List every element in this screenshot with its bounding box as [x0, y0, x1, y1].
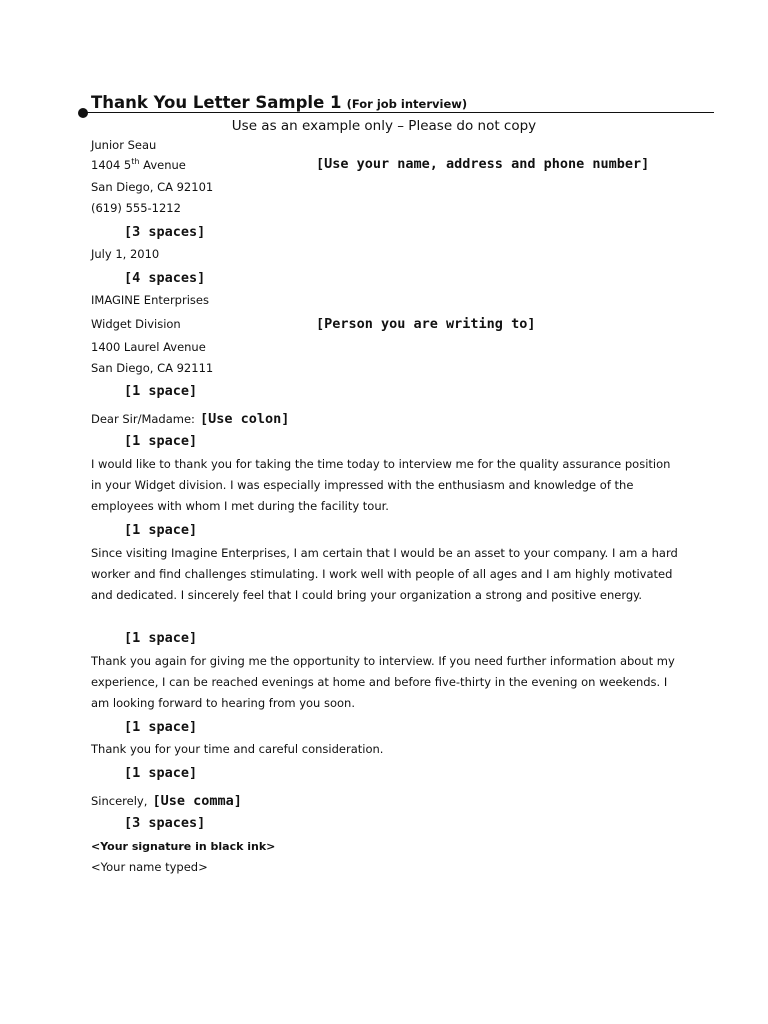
spacing-note-after-closing: [1 space]	[124, 765, 198, 781]
subtitle: Use as an example only – Please do not copy	[231, 118, 537, 134]
salutation-text: Dear Sir/Madame:	[91, 412, 195, 426]
sender-name: Junior Seau	[91, 138, 157, 152]
spacing-note-after-para2: [1 space]	[124, 630, 198, 646]
salutation-note: [Use colon]	[200, 411, 290, 427]
spacing-note-after-sincerely: [3 spaces]	[124, 815, 206, 831]
recipient-city: San Diego, CA 92111	[91, 361, 214, 375]
sender-address-prefix: 1404 5	[91, 157, 132, 172]
letter-date: July 1, 2010	[91, 247, 160, 261]
sign-off-note: [Use comma]	[152, 793, 242, 809]
salutation	[91, 408, 289, 427]
title-rule	[84, 112, 714, 113]
recipient-note: [Person you are writing to]	[316, 316, 536, 332]
spacing-note-after-salutation: [1 space]	[124, 433, 198, 449]
sender-address	[91, 157, 186, 172]
sender-address-sup: th	[131, 157, 140, 166]
title-main: Thank You Letter Sample 1	[91, 93, 342, 112]
spacing-note-after-para1: [1 space]	[124, 522, 198, 538]
recipient-street: 1400 Laurel Avenue	[91, 340, 206, 354]
paragraph-1: I would like to thank you for taking the time today to interview me for the quality assurance position in your Widget division. I was especially impressed with the enthusiasm and knowledge of the employees with whom I met during the facility tour.	[91, 457, 671, 513]
spacing-note-after-recipient: [1 space]	[124, 383, 198, 399]
sender-city: San Diego, CA 92101	[91, 180, 214, 194]
recipient-division: Widget Division	[91, 317, 181, 331]
document-title	[91, 93, 467, 112]
spacing-note-after-para3: [1 space]	[124, 719, 198, 735]
sender-address-suffix: Avenue	[139, 157, 186, 172]
signature-placeholder: <Your signature in black ink>	[91, 840, 276, 853]
spacing-note-after-sender: [3 spaces]	[124, 224, 206, 240]
bullet-dot-icon	[78, 108, 88, 118]
sign-off-text: Sincerely,	[91, 794, 148, 808]
sender-phone: (619) 555-1212	[91, 201, 181, 215]
paragraph-2: Since visiting Imagine Enterprises, I am certain that I would be an asset to your company. I am a hard worker and find challenges stimulating. I work well with people of all ages and I am highly motivated and dedicated. I sincerely feel that I could bring your organization a strong and positive energy.	[91, 546, 678, 602]
sender-note: [Use your name, address and phone number]	[316, 156, 650, 172]
name-placeholder: <Your name typed>	[91, 860, 208, 874]
spacing-note-after-date: [4 spaces]	[124, 270, 206, 286]
closing-line: Thank you for your time and careful consideration.	[91, 742, 384, 756]
title-sub: (For job interview)	[346, 97, 468, 111]
paragraph-3: Thank you again for giving me the opportunity to interview. If you need further information about my experience, I can be reached evenings at home and before five-thirty in the evening on weekends. I am looking forward to hearing from you soon.	[91, 654, 675, 710]
recipient-company: IMAGINE Enterprises	[91, 293, 209, 307]
sign-off	[91, 790, 242, 809]
